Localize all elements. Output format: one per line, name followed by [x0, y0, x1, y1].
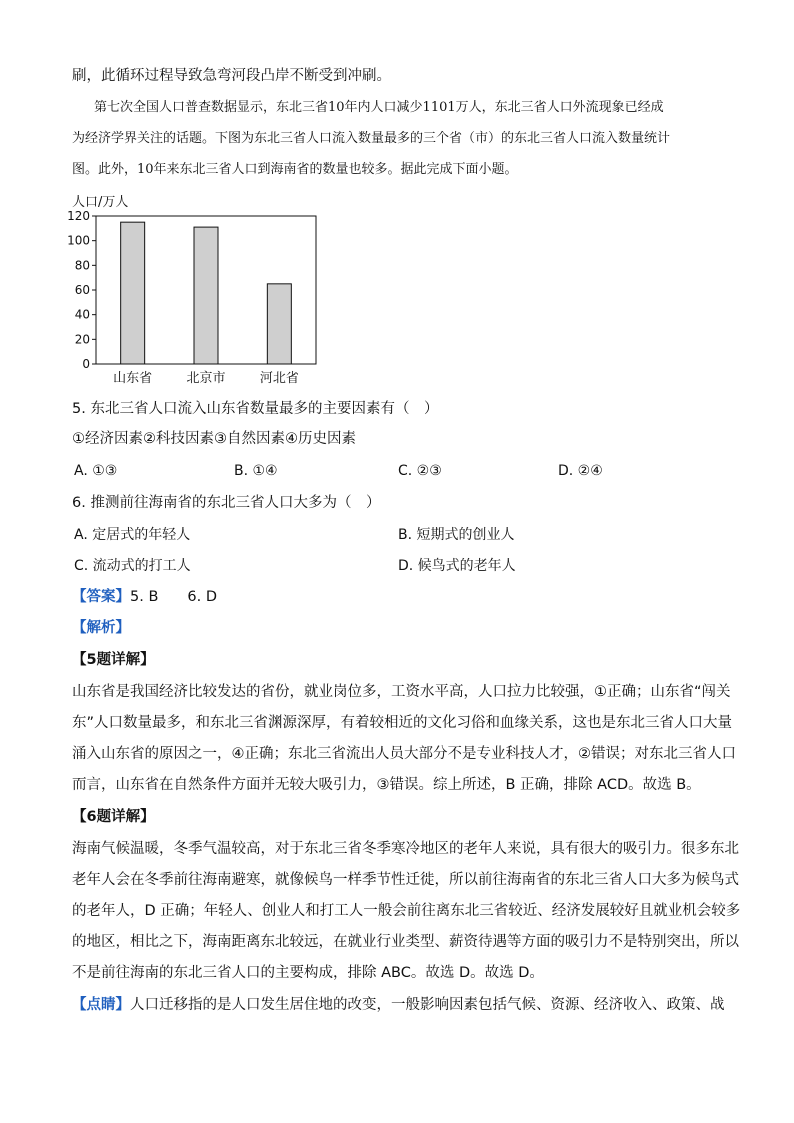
q5-option-a[interactable]: A. ①③: [74, 463, 118, 479]
detail-6-line-5: 不是前往海南的东北三省人口的主要构成，排除 ABC。故选 D。故选 D。: [72, 965, 544, 981]
question-5-stem: 5. 东北三省人口流入山东省数量最多的主要因素有（ ）: [72, 401, 439, 417]
detail-5-line-1: 山东省是我国经济比较发达的省份，就业岗位多，工资水平高，人口拉力比较强，①正确；山东省“闯关: [72, 684, 731, 700]
x-tick-label: 北京市: [186, 371, 226, 386]
x-tick-label: 河北省: [259, 371, 299, 386]
question-5-factors: ①经济因素②科技因素③自然因素④历史因素: [72, 431, 356, 447]
y-tick-label: 80: [74, 258, 90, 273]
detail-6-line-2: 老年人会在冬季前往海南避寒，就像候鸟一样季节性迁徙，所以前往海南省的东北三省人口大多为候鸟式: [72, 872, 739, 888]
q5-option-c[interactable]: C. ②③: [398, 463, 442, 479]
y-tick-label: 40: [74, 307, 90, 322]
intro-line-3: 图。此外，10年来东北三省人口到海南省的数量也较多。据此完成下面小题。: [72, 162, 518, 177]
tip-text: 人口迁移指的是人口发生居住地的改变，一般影响因素包括气候、资源、经济收入、政策、战: [130, 997, 725, 1013]
answer-text: 5. B 6. D: [130, 589, 217, 605]
detail-5-line-3: 涌入山东省的原因之一，④正确；东北三省流出人员大部分不是专业科技人才，②错误；对东北三省人口: [72, 746, 736, 762]
answer-line: [72, 587, 732, 607]
y-tick-label: 0: [82, 357, 90, 371]
q6-option-c[interactable]: C. 流动式的打工人: [74, 558, 191, 574]
intro-line-2: 为经济学界关注的话题。下图为东北三省人口流入数量最多的三个省（市）的东北三省人口流入数量统计: [72, 131, 671, 146]
detail-6-line-1: 海南气候温暖，冬季气温较高，对于东北三省冬季寒冷地区的老年人来说，具有很大的吸引力。很多东北: [72, 841, 739, 857]
q6-option-a[interactable]: A. 定居式的年轻人: [74, 527, 191, 543]
intro-line-1: 第七次全国人口普查数据显示，东北三省10年内人口减少1101万人，东北三省人口外流现象已经成: [94, 100, 664, 115]
population-inflow-bar-chart: [58, 192, 338, 392]
previous-paragraph-ending: 刷，此循环过程导致急弯河段凸岸不断受到冲刷。: [72, 68, 391, 84]
y-tick-label: 20: [74, 332, 90, 347]
y-axis-label: 人口/万人: [72, 195, 129, 210]
y-tick-label: 100: [67, 233, 90, 248]
detail-5-line-4: 而言，山东省在自然条件方面并无较大吸引力，③错误。综上所述，B 正确，排除 ACD。故选 B。: [72, 777, 701, 793]
detail-5-line-2: 东”人口数量最多，和东北三省渊源深厚，有着较相近的文化习俗和血缘关系，这也是东北三省人口大量: [72, 715, 733, 731]
bar-1: [194, 227, 218, 364]
q5-option-b[interactable]: B. ①④: [234, 463, 278, 479]
detail-6-heading: 【6题详解】: [72, 809, 155, 825]
analysis-label: 【解析】: [72, 620, 130, 636]
answer-label: 【答案】: [72, 589, 130, 605]
q6-option-d[interactable]: D. 候鸟式的老年人: [398, 558, 516, 574]
tip-line: [72, 995, 732, 1015]
y-tick-label: 60: [74, 283, 90, 297]
q6-option-b[interactable]: B. 短期式的创业人: [398, 527, 515, 543]
detail-5-heading: 【5题详解】: [72, 652, 155, 668]
analysis-heading: [72, 618, 732, 638]
tip-label: 【点睛】: [72, 997, 130, 1013]
x-tick-label: 山东省: [113, 371, 153, 386]
q5-option-d[interactable]: D. ②④: [558, 463, 603, 479]
detail-6-line-4: 的地区，相比之下，海南距离东北较远，在就业行业类型、薪资待遇等方面的吸引力不是特别突出，所以: [72, 934, 739, 950]
bar-0: [121, 222, 145, 364]
question-6-stem: 6. 推测前往海南省的东北三省人口大多为（ ）: [72, 495, 381, 511]
bar-2: [267, 284, 291, 364]
y-tick-label: 120: [67, 209, 90, 223]
detail-6-line-3: 的老年人，D 正确；年轻人、创业人和打工人一般会前往离东北三省较近、经济发展较好且就业机会较多: [72, 903, 741, 919]
